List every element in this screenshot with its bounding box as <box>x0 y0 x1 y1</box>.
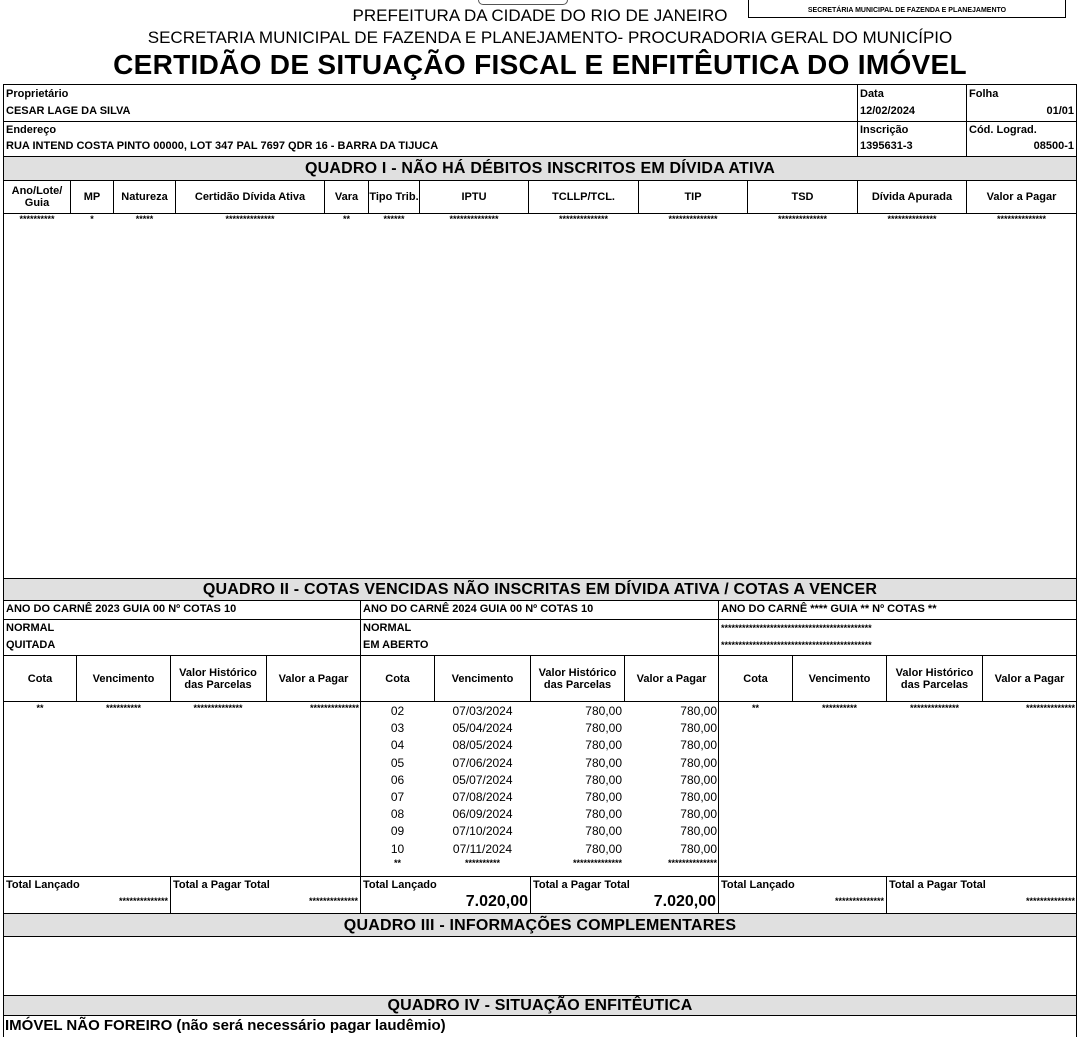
historic-value: 780,00 <box>585 807 622 822</box>
carne-situation: QUITADA <box>6 639 56 651</box>
ph-divida: ************** <box>887 214 937 224</box>
cota-number: 02 <box>390 704 405 718</box>
logo-text: SECRETÁRIA MUNICIPAL DE FAZENDA E PLANEJAMENTO <box>807 7 1007 14</box>
total-pagar-value: ************** <box>1025 896 1075 906</box>
col-cota: Cota <box>385 672 410 685</box>
due-date: 05/07/2024 <box>452 772 513 787</box>
col-vara: Vara <box>334 191 359 203</box>
quadro1-title: QUADRO I - NÃO HÁ DÉBITOS INSCRITOS EM DÍVIDA ATIVA <box>4 157 1076 180</box>
amount-due: 780,00 <box>680 772 717 787</box>
col-cota: Cota <box>743 672 768 685</box>
due-date: 07/11/2024 <box>452 841 513 856</box>
historic-value: 780,00 <box>585 790 622 804</box>
quadro3-title: QUADRO III - INFORMAÇÕES COMPLEMENTARES <box>4 914 1076 936</box>
header <box>0 0 1080 84</box>
cota-number: 07 <box>390 790 405 804</box>
col-tsd: TSD <box>791 191 814 203</box>
address-label: Endereço <box>6 124 57 136</box>
col-vencimento: Vencimento <box>451 672 514 685</box>
historic-value: 780,00 <box>585 772 622 787</box>
col-tipo-trib: Tipo Trib. <box>369 191 419 203</box>
total-lancado-value: 7.020,00 <box>465 893 528 910</box>
quadro4-title: QUADRO IV - SITUAÇÃO ENFITÊUTICA <box>4 996 1076 1015</box>
cota-number: 09 <box>390 824 405 839</box>
ph-vara: ** <box>342 214 350 224</box>
ph-pagar: ************** <box>309 703 359 713</box>
col-mp: MP <box>83 191 101 203</box>
col-natureza: Natureza <box>121 191 168 203</box>
due-date: 05/04/2024 <box>452 721 513 736</box>
amount-due: 780,00 <box>680 721 717 736</box>
address-value: RUA INTEND COSTA PINTO 00000, LOT 347 PAL 7697 QDR 16 - BARRA DA TIJUCA <box>6 140 439 152</box>
col-iptu: IPTU <box>461 191 487 203</box>
col-valor-pagar: Valor a Pagar <box>636 672 707 685</box>
col-vencimento: Vencimento <box>808 672 871 685</box>
cota-number: 06 <box>390 772 405 787</box>
carne-status: ******************************************* <box>721 623 872 633</box>
folha-value: 01/01 <box>1046 105 1074 117</box>
col-tcllp: TCLLP/TCL. <box>552 191 615 203</box>
historic-value: 780,00 <box>585 755 622 770</box>
total-pagar-value: 7.020,00 <box>653 893 716 910</box>
ph-tipo: ****** <box>383 214 405 224</box>
amount-due: 780,00 <box>680 704 717 718</box>
city-name: PREFEITURA DA CIDADE DO RIO DE JANEIRO <box>352 6 728 25</box>
due-date: 07/10/2024 <box>452 824 513 839</box>
folha-label: Folha <box>969 88 999 100</box>
col-vencimento: Vencimento <box>92 672 155 685</box>
end-historico: ************** <box>572 858 622 868</box>
ph-certidao: ************** <box>225 214 275 224</box>
ph-iptu: ************** <box>449 214 499 224</box>
ph-valor: ************** <box>996 214 1047 224</box>
amount-due: 780,00 <box>680 807 717 822</box>
document-title: CERTIDÃO DE SITUAÇÃO FISCAL E ENFITÊUTICA DO IMÓVEL <box>113 49 967 80</box>
total-pagar-label: Total a Pagar Total <box>173 879 270 891</box>
amount-due: 780,00 <box>680 824 717 839</box>
col-ano-lote-guia: Ano/Lote/ Guia <box>11 185 63 209</box>
ph-mp: * <box>90 214 94 224</box>
total-lancado-label: Total Lançado <box>363 879 437 891</box>
owner-value: CESAR LAGE DA SILVA <box>6 105 131 117</box>
amount-due: 780,00 <box>680 790 717 804</box>
inscricao-label: Inscrição <box>860 124 909 136</box>
col-cota: Cota <box>27 672 53 685</box>
due-date: 07/06/2024 <box>452 755 513 770</box>
carne-header: ANO DO CARNÊ 2024 GUIA 00 Nº COTAS 10 <box>363 603 594 615</box>
total-pagar-label: Total a Pagar Total <box>533 879 630 891</box>
carne-situation: EM ABERTO <box>363 639 429 651</box>
total-pagar-value: ************** <box>308 896 358 906</box>
date-value: 12/02/2024 <box>860 105 916 117</box>
quadro2-title: QUADRO II - COTAS VENCIDAS NÃO INSCRITAS EM DÍVIDA ATIVA / COTAS A VENCER <box>4 579 1076 600</box>
carne-header: ANO DO CARNÊ 2023 GUIA 00 Nº COTAS 10 <box>6 603 237 615</box>
total-pagar-label: Total a Pagar Total <box>889 879 986 891</box>
frame-right <box>1076 84 1077 1037</box>
historic-value: 780,00 <box>585 841 622 856</box>
amount-due: 780,00 <box>680 738 717 753</box>
col-valor-historico: Valor Histórico das Parcelas <box>538 666 617 691</box>
inscricao-value: 1395631-3 <box>860 140 913 152</box>
cota-number: 04 <box>390 738 405 753</box>
ph-vencimento: ********** <box>821 703 858 713</box>
header-seal-mark <box>478 0 568 5</box>
date-label: Data <box>860 88 884 100</box>
ph-historico: ************** <box>909 703 960 713</box>
end-vencimento: ********** <box>464 858 501 868</box>
ph-ano: ********** <box>19 214 55 224</box>
due-date: 07/03/2024 <box>452 704 513 718</box>
carne-situation: ******************************************* <box>721 640 872 650</box>
due-date: 07/08/2024 <box>452 790 513 804</box>
col-valor-historico: Valor Histórico das Parcelas <box>895 666 974 691</box>
ph-vencimento: ********** <box>105 703 142 713</box>
col-valor-a-pagar: Valor a Pagar <box>986 191 1057 203</box>
historic-value: 780,00 <box>585 738 622 753</box>
historic-value: 780,00 <box>585 704 622 718</box>
cota-number: 08 <box>390 807 405 822</box>
col-divida-apurada: Dívida Apurada <box>871 191 953 203</box>
due-date: 06/09/2024 <box>452 807 513 822</box>
carne-status: NORMAL <box>6 622 55 634</box>
logradouro-label: Cód. Lograd. <box>969 124 1037 136</box>
ph-tcllp: ************** <box>558 214 609 224</box>
ph-cota: ** <box>36 703 44 713</box>
cota-number: 05 <box>390 755 405 770</box>
col-valor-pagar: Valor a Pagar <box>994 672 1065 685</box>
end-cota: ** <box>393 858 401 868</box>
col-valor-historico: Valor Histórico das Parcelas <box>179 666 257 691</box>
end-pagar: ************** <box>667 858 717 868</box>
ph-tsd: ************** <box>777 214 828 224</box>
total-lancado-label: Total Lançado <box>721 879 795 891</box>
col-valor-pagar: Valor a Pagar <box>278 672 349 685</box>
historic-value: 780,00 <box>585 824 622 839</box>
historic-value: 780,00 <box>585 721 622 736</box>
due-date: 08/05/2024 <box>452 738 513 753</box>
ph-pagar: ************** <box>1025 703 1075 713</box>
col-certidao: Certidão Dívida Ativa <box>194 191 306 203</box>
amount-due: 780,00 <box>680 841 717 856</box>
ph-historico: ************** <box>193 703 243 713</box>
logo <box>748 0 1066 18</box>
secretariat-name: SECRETARIA MUNICIPAL DE FAZENDA E PLANEJAMENTO- PROCURADORIA GERAL DO MUNICÍPIO <box>147 28 953 47</box>
frame-top <box>3 84 1077 85</box>
ph-natureza: ***** <box>135 214 154 224</box>
total-lancado-label: Total Lançado <box>6 879 80 891</box>
logradouro-value: 08500-1 <box>1033 140 1074 152</box>
carne-header: ANO DO CARNÊ **** GUIA ** Nº COTAS ** <box>721 603 937 615</box>
total-lancado-value: ************** <box>834 896 884 906</box>
ph-tip: ************** <box>668 214 718 224</box>
cota-number: 10 <box>390 841 405 856</box>
total-lancado-value: ************** <box>118 896 168 906</box>
col-tip: TIP <box>684 191 702 203</box>
enfiteutica-status: IMÓVEL NÃO FOREIRO (não será necessário pagar laudêmio) <box>5 1017 446 1034</box>
amount-due: 780,00 <box>680 755 717 770</box>
ph-cota: ** <box>751 703 759 713</box>
cota-number: 03 <box>390 721 405 736</box>
owner-label: Proprietário <box>6 88 69 100</box>
carne-status: NORMAL <box>363 622 412 634</box>
frame-left <box>3 84 4 1037</box>
